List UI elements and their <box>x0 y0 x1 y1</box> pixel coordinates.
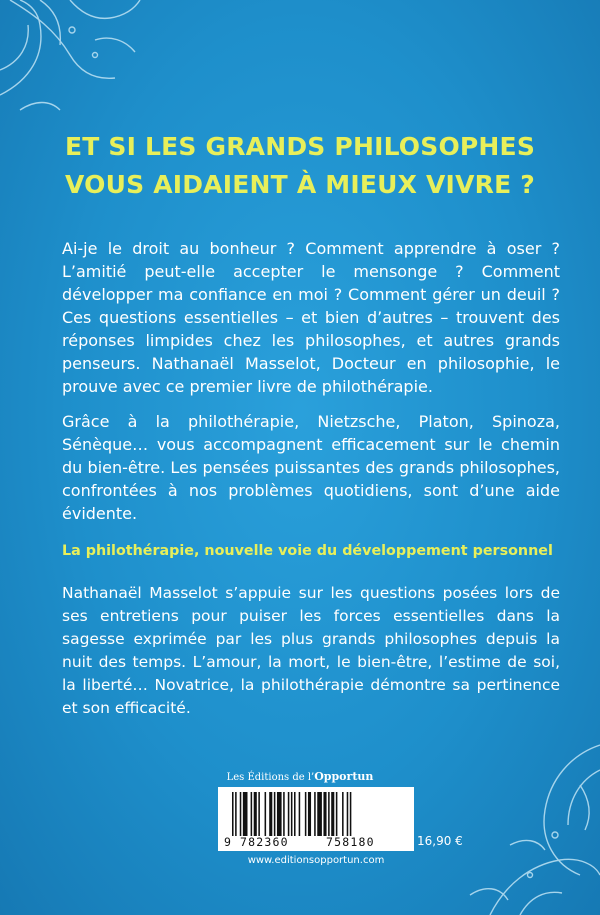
paragraph-author: Nathanaël Masselot s’appuie sur les questions posées lors de ses entretiens pour puiser les forces essentielles dans la sagesse exprimée par les plus grands philosophes depuis la nuit des temps. L’amour, la mort, le bien-être, l’estime de soi, la liberté… Novatrice, la philothérapie démontre sa pertinence et son efficacité. <box>62 584 560 717</box>
publisher-name: Opportun <box>314 770 374 783</box>
barcode-bar <box>347 792 349 836</box>
barcode-bar <box>269 792 272 836</box>
barcode-bar <box>331 792 334 836</box>
headline <box>0 128 600 204</box>
headline-line-1: ET SI LES GRANDS PHILOSOPHES <box>64 132 536 161</box>
barcode-bar <box>305 792 307 836</box>
barcode-bar <box>328 792 330 836</box>
barcode-bar <box>258 792 260 836</box>
isbn-right-group: 758180 <box>326 835 375 849</box>
barcode-bar <box>317 792 322 836</box>
paragraph-intro: Ai-je le droit au bonheur ? Comment apprendre à oser ? L’amitié peut-elle accepter le mensonge ? Comment développer ma confiance en moi ? Comment gérer un deuil ? Ces questions essentielles – et bien d’autres – trouvent des réponses limpides chez les philosophes, et autres grands penseurs. Nathanaël Masselot, Docteur en philosophie, le prouve avec ce premier livre de philothérapie. <box>62 239 560 396</box>
barcode-bar <box>240 792 242 836</box>
barcode-bar <box>277 792 282 836</box>
barcode-bar <box>232 792 234 836</box>
isbn-barcode <box>218 787 414 851</box>
barcode-bar <box>308 792 311 836</box>
subheading: La philothérapie, nouvelle voie du développement personnel <box>62 543 553 559</box>
price: 16,90 € <box>417 834 463 848</box>
barcode-bar <box>294 792 296 836</box>
isbn-left-group: 782360 <box>240 835 289 849</box>
barcode-bar <box>336 792 338 836</box>
barcode-bar <box>350 792 352 836</box>
barcode-bar <box>291 792 293 836</box>
barcode-bar <box>299 792 301 836</box>
barcode-bar <box>288 792 290 836</box>
barcode-bar <box>235 792 237 836</box>
website-url: www.editionsopportun.com <box>247 855 385 866</box>
barcode-bar <box>243 792 248 836</box>
publisher-imprint <box>0 770 600 783</box>
floral-ornament-top-left <box>0 0 150 120</box>
barcode-bar <box>314 792 316 836</box>
barcode-bar <box>254 792 257 836</box>
headline-line-2: VOUS AIDAIENT À MIEUX VIVRE ? <box>65 170 535 199</box>
barcode-bar <box>251 792 253 836</box>
isbn-first-digit: 9 <box>224 835 233 849</box>
barcode-bar <box>323 792 326 836</box>
barcode-bar <box>274 792 276 836</box>
barcode-bars <box>232 792 402 836</box>
floral-ornament-bottom-right <box>450 725 600 915</box>
barcode-bar <box>283 792 285 836</box>
publisher-prefix: Les Éditions de l’ <box>226 772 315 783</box>
barcode-bar <box>265 792 267 836</box>
paragraph-philotherapy: Grâce à la philothérapie, Nietzsche, Platon, Spinoza, Sénèque… vous accompagnent efficacement sur le chemin du bien-être. Les pensées puissantes des grands philosophes, confrontées à nos problèmes quotidiens, sont d’une aide évidente. <box>62 412 560 523</box>
barcode-bar <box>342 792 344 836</box>
